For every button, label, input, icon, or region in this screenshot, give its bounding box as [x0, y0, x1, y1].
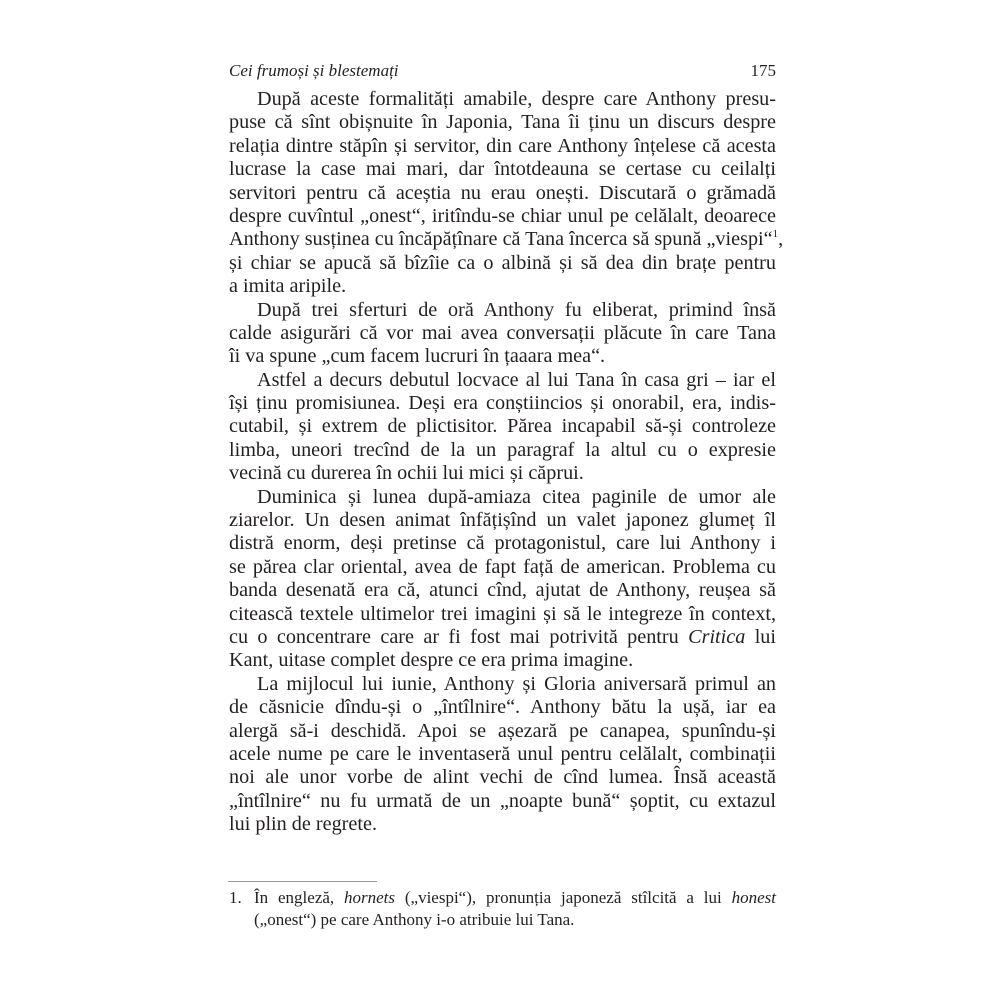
text-line: servitori pentru că aceștia nu erau onești. Discutară o grămadă — [229, 181, 776, 204]
running-title: Cei frumoși și blestemați — [229, 61, 399, 80]
text-line: despre cuvîntul „onest“, iritîndu-se chiar unul pe celălalt, deoarece — [229, 204, 776, 227]
text-line: se părea clar oriental, avea de fapt față de american. Problema cu — [229, 555, 776, 578]
paragraph — [229, 369, 776, 486]
footnote-italic-term: honest — [731, 888, 776, 907]
footnote-italic-term: hornets — [344, 888, 396, 907]
text-line: și chiar se apucă să bîzîie ca o albină și să dea din brațe pentru — [229, 251, 776, 274]
text-line: „întîlnire“ nu fu urmată de un „noapte bună“ șoptit, cu extazul — [229, 789, 776, 812]
text-line: distră enorm, deși pretinse că protagonistul, care lui Anthony i — [229, 532, 776, 555]
text-line: limba, uneori trecînd de la un paragraf la altul cu o expresie — [229, 438, 776, 461]
text-line: La mijlocul lui iunie, Anthony și Gloria aniversară primul an — [257, 672, 776, 695]
body-text — [229, 88, 784, 837]
text-line: Kant, uitase complet despre ce era prima imagine. — [229, 649, 634, 672]
text-line: După aceste formalități amabile, despre care Anthony presu- — [257, 88, 776, 110]
paragraph — [229, 673, 776, 837]
footnote-reference[interactable]: 1 — [772, 228, 779, 241]
line-text: Anthony susținea cu încăpățînare că Tana încerca să spună „viespi“ — [229, 228, 773, 251]
paragraph — [229, 88, 784, 299]
text-line: îi va spune „cum facem lucruri în țaaara mea“. — [229, 345, 606, 368]
text-line: lui plin de regrete. — [229, 813, 377, 836]
text-line: a imita aripile. — [229, 275, 347, 298]
text-line: relația dintre stăpîn și servitor, din care Anthony înțelese că acesta — [229, 134, 776, 157]
footnote-text: („viespi“), pronunția japoneză stîlcită a lui — [395, 888, 732, 907]
line-text: lui — [754, 625, 777, 648]
italic-title: Critica — [688, 625, 746, 648]
text-line: lucrase la case mai mari, dar întotdeauna se certase cu ceilalți — [229, 158, 776, 181]
text-line: După trei sferturi de oră Anthony fu eliberat, primind însă — [257, 298, 776, 321]
text-line: își ținu promisiunea. Deși era conștiincios și onorabil, era, indis- — [229, 392, 776, 415]
punctuation: , — [778, 228, 784, 251]
footnote-separator — [228, 881, 377, 882]
text-line: de căsnicie dîndu-și o „întîlnire“. Anthony bătu la ușă, iar ea — [229, 696, 776, 719]
text-line: vecină cu durerea în ochii lui mici și căprui. — [229, 462, 584, 485]
running-header — [229, 61, 776, 85]
text-line: acele nume pe care le inventaseră unul pentru celălalt, combinații — [229, 742, 776, 765]
text-line: puse că sînt obișnuite în Japonia, Tana îi ținu un discurs despre — [229, 111, 776, 134]
footnote-number: 1. — [229, 888, 242, 907]
footnote-line — [229, 887, 776, 909]
paragraph — [229, 486, 776, 673]
text-line: Astfel a decurs debutul locvace al lui Tana în casa gri – iar el — [257, 368, 776, 391]
footnote-text: În engleză, — [254, 888, 345, 907]
text-line: calde asigurări că vor mai avea conversații plăcute în care Tana — [229, 321, 776, 344]
footnote-line: („onest“) pe care Anthony i-o atribuie lui Tana. — [254, 910, 575, 929]
text-line: cutabil, și extrem de plictisitor. Părea incapabil să-și controleze — [229, 415, 776, 438]
text-line: alergă să-i deschidă. Apoi se așezară pe canapea, spunîndu-și — [229, 719, 776, 742]
text-line: citească textele ultimelor trei imagini și să le integreze în context, — [229, 602, 776, 625]
text-line — [229, 228, 784, 251]
text-line: ziarelor. Un desen animat înfățișînd un valet japonez glumeț îl — [229, 509, 776, 532]
line-text: cu o concentrare care ar fi fost mai potrivită pentru — [229, 625, 679, 648]
text-line: Duminica și lunea după-amiaza citea paginile de umor ale — [257, 485, 776, 508]
page-number: 175 — [750, 61, 776, 80]
text-line — [229, 626, 776, 649]
text-line: banda desenată era că, atunci cînd, ajutat de Anthony, reușea să — [229, 579, 776, 602]
footnotes — [229, 887, 776, 931]
paragraph — [229, 299, 776, 369]
text-line: noi ale unor vorbe de alint vechi de cînd lumea. Însă această — [229, 766, 776, 789]
